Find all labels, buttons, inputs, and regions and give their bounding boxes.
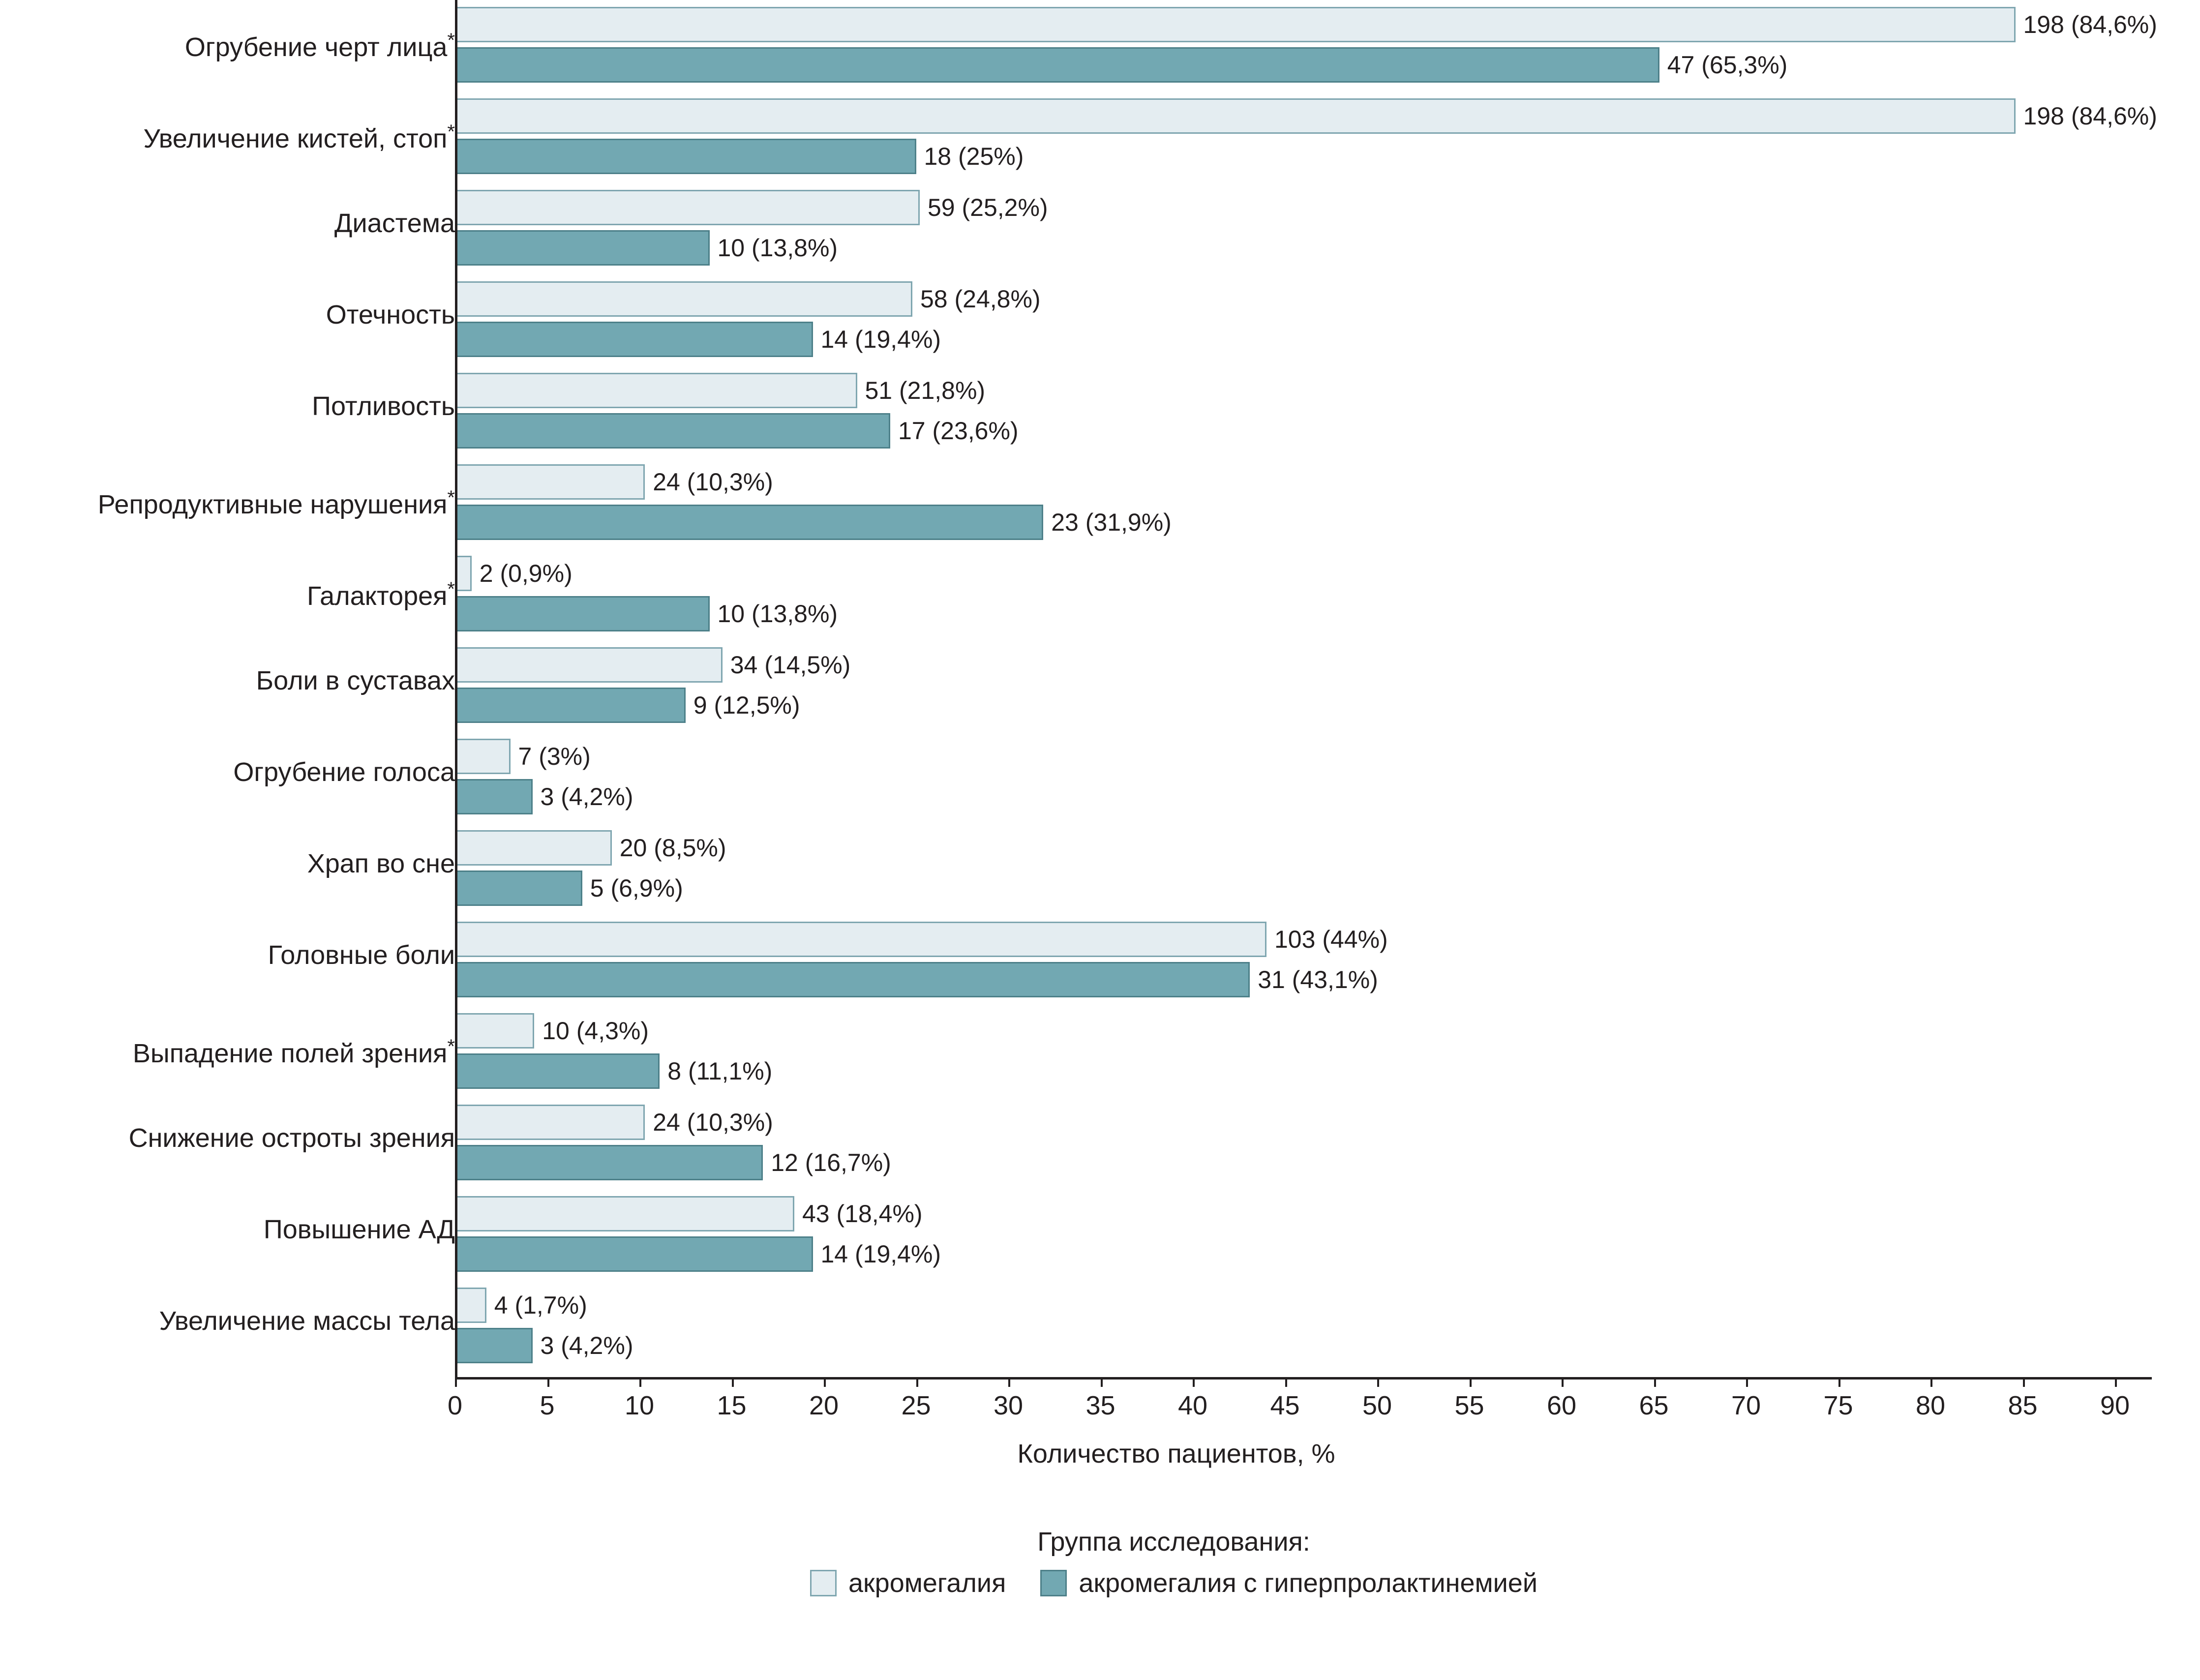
x-axis-tick-label: 10: [624, 1391, 655, 1420]
x-axis-tick: [2115, 1377, 2117, 1387]
bar-row: [0, 1098, 2200, 1189]
bar-series-akromegaliya[interactable]: [455, 647, 723, 683]
bar-group: [455, 457, 2200, 549]
x-axis-tick: [547, 1377, 549, 1387]
x-axis-tick-label: 70: [1731, 1391, 1761, 1420]
x-axis-tick: [1838, 1377, 1840, 1387]
bar-series-giperprolaktinemiya[interactable]: [455, 596, 710, 631]
bar-value-label: 10 (13,8%): [717, 600, 838, 628]
bar-row: [0, 274, 2200, 366]
bar-value-label: 12 (16,7%): [771, 1149, 891, 1176]
bar-group: [455, 274, 2200, 366]
bar-value-label: 198 (84,6%): [2023, 11, 2157, 38]
category-label-text: Головные боли: [268, 940, 455, 970]
bar-slot: [455, 139, 2200, 174]
bar-slot: [455, 1053, 2200, 1089]
bar-row: [0, 732, 2200, 823]
bar-row: [0, 366, 2200, 457]
category-label: [0, 757, 455, 787]
bar-value-label: 4 (1,7%): [494, 1291, 587, 1319]
bar-value-label: 8 (11,1%): [667, 1057, 773, 1085]
bar-slot: [455, 1105, 2200, 1140]
bar-value-label: 51 (21,8%): [865, 377, 986, 404]
x-axis-tick: [1101, 1377, 1103, 1387]
x-axis-title-text: Количество пациентов, %: [1017, 1439, 1335, 1469]
legend-item-akromegaliya[interactable]: [810, 1568, 1006, 1598]
x-axis-tick-label: 40: [1177, 1391, 1208, 1420]
x-axis-tick: [2023, 1377, 2025, 1387]
bar-slot: [455, 556, 2200, 591]
bar-value-label: 7 (3%): [518, 743, 591, 770]
bar-value-label: 14 (19,4%): [820, 1240, 941, 1268]
bar-series-akromegaliya[interactable]: [455, 464, 645, 500]
x-axis-line: [455, 1377, 2152, 1380]
x-axis-tick-label: 45: [1270, 1391, 1300, 1420]
bar-value-label: 58 (24,8%): [920, 285, 1041, 313]
bar-group: [455, 91, 2200, 183]
category-footnote-marker: *: [447, 487, 455, 509]
bar-series-akromegaliya[interactable]: [455, 98, 2016, 134]
x-axis-tick-label: 75: [1823, 1391, 1853, 1420]
bar-series-akromegaliya[interactable]: [455, 1013, 534, 1049]
x-axis-tick: [1470, 1377, 1472, 1387]
x-axis-tick-label: 0: [447, 1391, 463, 1420]
bar-series-giperprolaktinemiya[interactable]: [455, 413, 890, 449]
category-label: [0, 26, 455, 62]
category-label: [0, 1215, 455, 1244]
category-label: [0, 117, 455, 153]
x-axis-tick-label: 35: [1085, 1391, 1115, 1420]
category-label-text: Боли в суставах: [256, 666, 455, 695]
x-axis-tick-label: 55: [1454, 1391, 1484, 1420]
legend-label-b: акромегалия с гиперпролактинемией: [1079, 1568, 1537, 1598]
x-axis-tick-label: 85: [2008, 1391, 2038, 1420]
bar-slot: [455, 98, 2200, 134]
bar-series-giperprolaktinemiya[interactable]: [455, 1236, 813, 1272]
bar-series-giperprolaktinemiya[interactable]: [455, 230, 710, 266]
bar-slot: [455, 1196, 2200, 1231]
bar-group: [455, 0, 2200, 91]
bar-group: [455, 549, 2200, 640]
bar-series-giperprolaktinemiya[interactable]: [455, 1145, 763, 1180]
bar-slot: [455, 47, 2200, 83]
category-label-text: Снижение остроты зрения: [128, 1123, 455, 1153]
bar-row: [0, 1189, 2200, 1281]
bar-series-giperprolaktinemiya[interactable]: [455, 139, 916, 174]
bar-series-giperprolaktinemiya[interactable]: [455, 870, 582, 906]
bar-slot: [455, 1145, 2200, 1180]
bar-series-akromegaliya[interactable]: [455, 1105, 645, 1140]
category-label: [0, 483, 455, 519]
category-footnote-marker: *: [447, 121, 455, 143]
x-axis-tick-label: 50: [1362, 1391, 1392, 1420]
bar-value-label: 59 (25,2%): [928, 194, 1048, 221]
bar-value-label: 34 (14,5%): [730, 651, 851, 679]
category-footnote-marker: *: [447, 578, 455, 600]
x-axis-tick: [916, 1377, 918, 1387]
bar-group: [455, 915, 2200, 1006]
x-axis-tick: [1746, 1377, 1748, 1387]
bar-slot: [455, 373, 2200, 408]
category-label: [0, 1306, 455, 1336]
category-label-text: Репродуктивные нарушения: [97, 490, 448, 519]
bar-slot: [455, 464, 2200, 500]
bar-series-giperprolaktinemiya[interactable]: [455, 47, 1659, 83]
bar-value-label: 24 (10,3%): [653, 468, 773, 496]
bar-row: [0, 640, 2200, 732]
bar-slot: [455, 922, 2200, 957]
category-label-text: Увеличение кистей, стоп: [143, 124, 448, 153]
bar-slot: [455, 1013, 2200, 1049]
bar-slot: [455, 7, 2200, 42]
x-axis-tick: [455, 1377, 457, 1387]
bar-row: [0, 91, 2200, 183]
bar-series-giperprolaktinemiya[interactable]: [455, 1053, 660, 1089]
bar-value-label: 14 (19,4%): [820, 326, 941, 353]
bar-series-akromegaliya[interactable]: [455, 556, 472, 591]
x-axis-tick-label: 20: [809, 1391, 839, 1420]
y-axis-line: [455, 0, 457, 1377]
bar-row: [0, 823, 2200, 915]
category-label-text: Храп во сне: [307, 849, 455, 878]
bar-slot: [455, 281, 2200, 317]
bar-slot: [455, 1328, 2200, 1363]
category-label: [0, 940, 455, 970]
bar-slot: [455, 596, 2200, 631]
bar-slot: [455, 779, 2200, 814]
legend-swatch-icon-b: [1040, 1570, 1067, 1596]
legend-item-akromegaliya-giperprolaktinemiya[interactable]: [1040, 1568, 1537, 1598]
bar-value-label: 9 (12,5%): [693, 691, 800, 719]
bar-series-giperprolaktinemiya[interactable]: [455, 688, 686, 723]
bar-row: [0, 549, 2200, 640]
category-label: [0, 666, 455, 695]
legend-title: Группа исследования:: [1037, 1527, 1310, 1557]
category-label: [0, 300, 455, 330]
bar-value-label: 103 (44%): [1274, 926, 1388, 953]
bar-series-akromegaliya[interactable]: [455, 7, 2016, 42]
bar-row: [0, 0, 2200, 91]
bar-value-label: 20 (8,5%): [619, 834, 726, 862]
category-label: [0, 209, 455, 238]
bar-value-label: 47 (65,3%): [1667, 51, 1788, 79]
x-axis-tick: [824, 1377, 826, 1387]
bar-series-akromegaliya[interactable]: [455, 190, 920, 225]
bar-slot: [455, 230, 2200, 266]
x-axis-tick-label: 30: [993, 1391, 1024, 1420]
bar-series-akromegaliya[interactable]: [455, 281, 912, 317]
bar-series-giperprolaktinemiya[interactable]: [455, 962, 1250, 997]
category-label: [0, 1032, 455, 1068]
category-footnote-marker: *: [447, 1036, 455, 1057]
x-axis-tick-label: 80: [1915, 1391, 1946, 1420]
bar-group: [455, 183, 2200, 274]
bar-slot: [455, 190, 2200, 225]
x-axis-tick-label: 65: [1639, 1391, 1669, 1420]
bar-group: [455, 823, 2200, 915]
bar-slot: [455, 647, 2200, 683]
category-label-text: Галакторея: [306, 581, 448, 611]
legend-swatch-icon-a: [810, 1570, 837, 1596]
x-axis-tick: [639, 1377, 641, 1387]
x-axis-tick: [1377, 1377, 1379, 1387]
bar-series-akromegaliya[interactable]: [455, 1288, 486, 1323]
bar-value-label: 198 (84,6%): [2023, 102, 2157, 130]
x-axis-tick-label: 5: [540, 1391, 555, 1420]
bar-slot: [455, 322, 2200, 357]
bar-group: [455, 1281, 2200, 1372]
x-axis-title: [0, 1439, 2200, 1469]
bar-group: [455, 732, 2200, 823]
bar-series-akromegaliya[interactable]: [455, 922, 1266, 957]
x-axis-tick: [1285, 1377, 1287, 1387]
category-label: [0, 574, 455, 611]
legend: [0, 1525, 2200, 1598]
x-axis-tick: [1008, 1377, 1010, 1387]
bar-group: [455, 1098, 2200, 1189]
bar-value-label: 17 (23,6%): [898, 417, 1019, 445]
bar-group: [455, 1189, 2200, 1281]
x-axis-tick: [732, 1377, 734, 1387]
bar-value-label: 10 (4,3%): [542, 1017, 649, 1045]
category-label-text: Повышение АД: [263, 1215, 455, 1244]
bar-value-label: 10 (13,8%): [717, 234, 838, 262]
bar-value-label: 24 (10,3%): [653, 1109, 773, 1136]
bar-slot: [455, 688, 2200, 723]
bar-slot: [455, 505, 2200, 540]
bar-group: [455, 640, 2200, 732]
bar-series-giperprolaktinemiya[interactable]: [455, 1328, 533, 1363]
legend-label-a: акромегалия: [848, 1568, 1006, 1598]
x-axis-tick: [1654, 1377, 1656, 1387]
bar-slot: [455, 830, 2200, 866]
bar-slot: [455, 739, 2200, 774]
bar-slot: [455, 413, 2200, 449]
x-axis-tick-label: 25: [901, 1391, 931, 1420]
bar-value-label: 3 (4,2%): [540, 783, 633, 810]
bar-value-label: 3 (4,2%): [540, 1332, 633, 1359]
category-label-text: Отечность: [326, 300, 455, 330]
bar-group: [455, 366, 2200, 457]
x-axis-tick: [1930, 1377, 1932, 1387]
bar-slot: [455, 870, 2200, 906]
category-footnote-marker: *: [447, 30, 455, 51]
bar-value-label: 5 (6,9%): [590, 874, 683, 902]
bar-series-akromegaliya[interactable]: [455, 1196, 794, 1231]
bar-series-akromegaliya[interactable]: [455, 373, 857, 408]
category-label: [0, 849, 455, 878]
bar-row: [0, 183, 2200, 274]
x-axis-tick-label: 90: [2100, 1391, 2130, 1420]
category-label-text: Диастема: [334, 209, 455, 238]
legend-items: [148, 1568, 2200, 1598]
category-label: [0, 1123, 455, 1153]
bar-slot: [455, 1288, 2200, 1323]
category-label-text: Огрубение голоса: [233, 757, 455, 787]
bar-series-akromegaliya[interactable]: [455, 830, 612, 866]
category-label-text: Увеличение массы тела: [159, 1306, 455, 1336]
bar-value-label: 31 (43,1%): [1258, 966, 1378, 993]
bar-value-label: 43 (18,4%): [802, 1200, 923, 1228]
bar-row: [0, 1006, 2200, 1098]
bar-value-label: 23 (31,9%): [1051, 509, 1172, 536]
bar-value-label: 18 (25%): [924, 143, 1024, 170]
x-axis-tick-label: 60: [1546, 1391, 1577, 1420]
bar-series-giperprolaktinemiya[interactable]: [455, 779, 533, 814]
category-label-text: Огрубение черт лица: [184, 32, 448, 62]
x-axis-tick: [1562, 1377, 1564, 1387]
bar-series-giperprolaktinemiya[interactable]: [455, 505, 1043, 540]
category-label-text: Выпадение полей зрения: [132, 1039, 448, 1068]
bar-slot: [455, 962, 2200, 997]
bar-series-akromegaliya[interactable]: [455, 739, 511, 774]
x-axis-tick-label: 15: [717, 1391, 747, 1420]
bar-value-label: 2 (0,9%): [479, 560, 573, 587]
category-label-text: Потливость: [312, 391, 455, 421]
bar-group: [455, 1006, 2200, 1098]
bar-row: [0, 457, 2200, 549]
bar-slot: [455, 1236, 2200, 1272]
bar-row: [0, 1281, 2200, 1372]
bar-row: [0, 915, 2200, 1006]
bar-series-giperprolaktinemiya[interactable]: [455, 322, 813, 357]
category-label: [0, 391, 455, 421]
x-axis-tick: [1193, 1377, 1195, 1387]
